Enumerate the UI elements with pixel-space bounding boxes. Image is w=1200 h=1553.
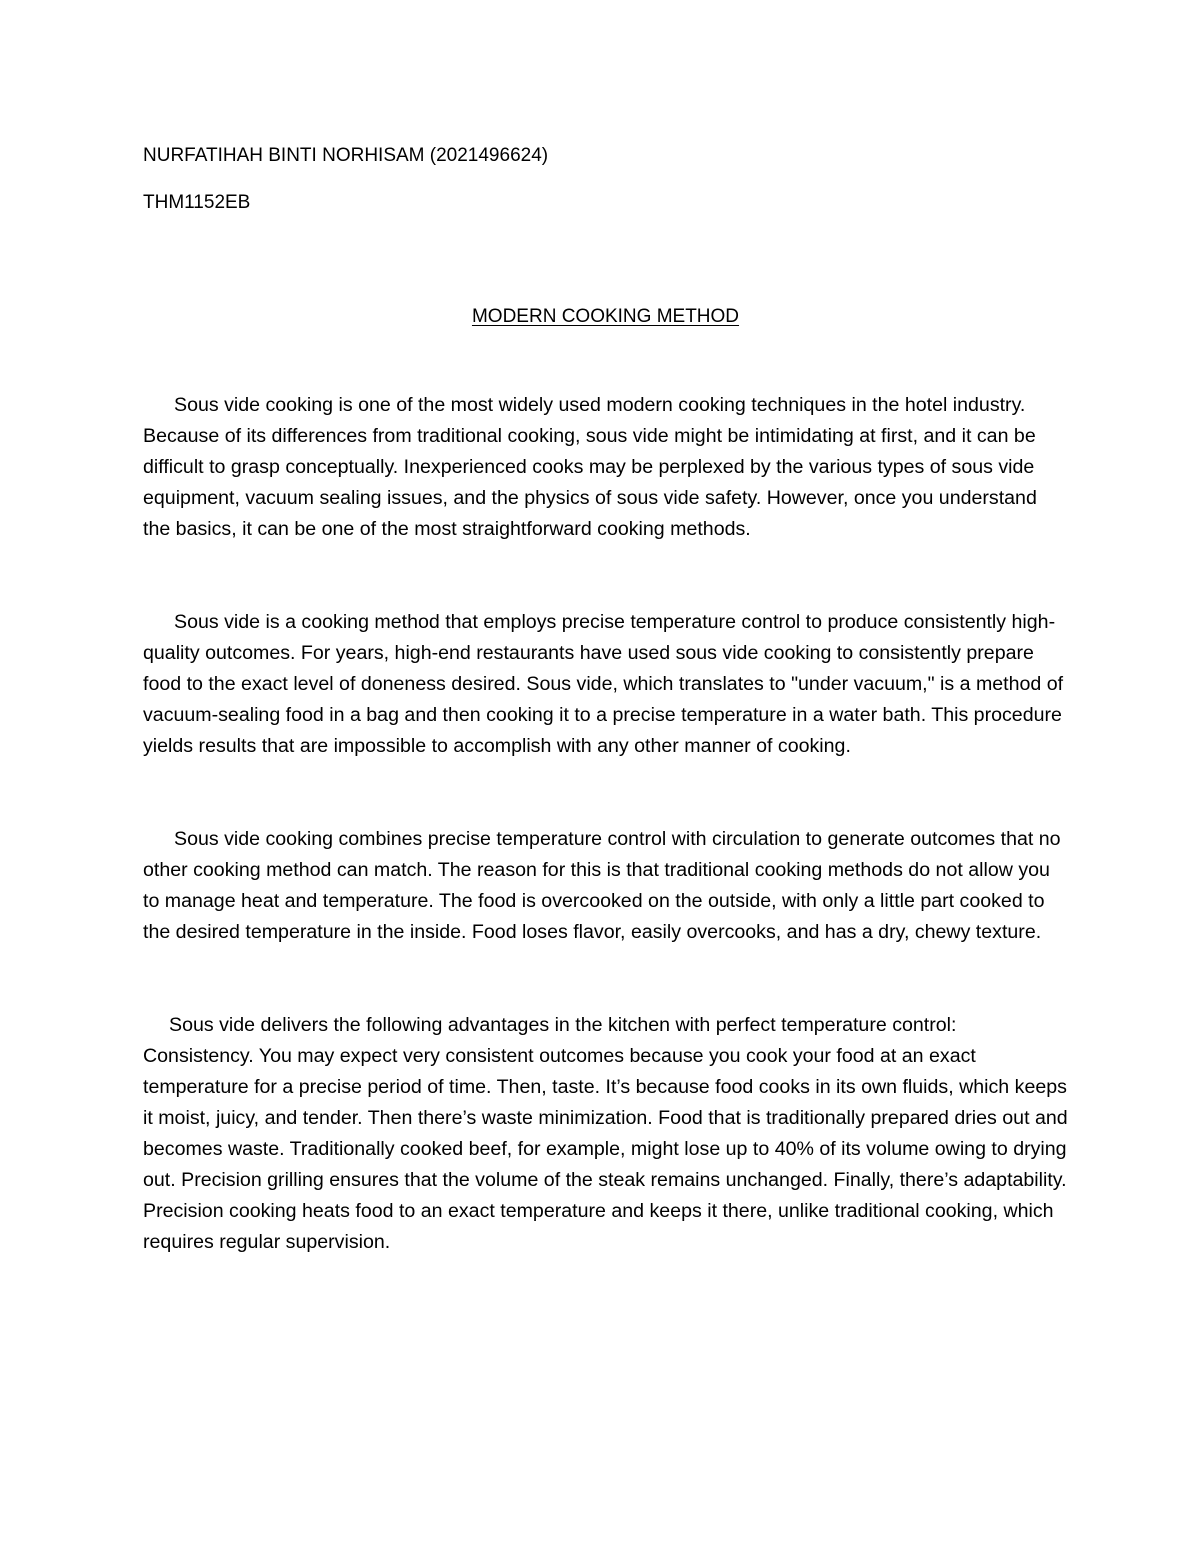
paragraph-3: Sous vide cooking combines precise temperature control with circulation to generate outcomes that no other cooking method can match. The reason for this is that traditional cooking methods do not allow you to manage heat and temperature. The food is overcooked on the outside, with only a little part cooked to the desired temperature in the inside. Food loses flavor, easily overcooks, and has a dry, chewy texture. [143,828,1061,943]
document-title-text: MODERN COOKING METHOD [471,306,740,327]
paragraph-4: Sous vide delivers the following advantages in the kitchen with perfect temperature control: Consistency. You may expect very consistent outcomes because you cook your food at an exact temperature for a precise period of time. Then, taste. It’s because food cooks in its own fluids, which keeps it moist, juicy, and tender. Then there’s waste minimization. Food that is traditionally prepared dries out and becomes waste. Traditionally cooked beef, for example, might lose up to 40% of its volume owing to drying out. Precision grilling ensures that the volume of the steak remains unchanged. Finally, there’s adaptability. Precision cooking heats food to an exact temperature and keeps it there, unlike traditional cooking, which requires regular supervision. [143,1014,1068,1253]
document-title [143,301,1068,332]
document-body [143,140,1068,1258]
paragraph-1: Sous vide cooking is one of the most widely used modern cooking techniques in the hotel industry. Because of its differences from traditional cooking, sous vide might be intimidating at first, and it can be difficult to grasp conceptually. Inexperienced cooks may be perplexed by the various types of sous vide equipment, vacuum sealing issues, and the physics of sous vide safety. However, once you understand the basics, it can be one of the most straightforward cooking methods. [143,394,1037,540]
course-code: THM1152EB [143,192,251,213]
paragraph-2: Sous vide is a cooking method that employs precise temperature control to produce consistently high-quality outcomes. For years, high-end restaurants have used sous vide cooking to consistently prepare food to the exact level of doneness desired. Sous vide, which translates to "under vacuum," is a method of vacuum-sealing food in a bag and then cooking it to a precise temperature in a water bath. This procedure yields results that are impossible to accomplish with any other manner of cooking. [143,611,1064,757]
author-line: NURFATIHAH BINTI NORHISAM (2021496624) [143,145,549,166]
